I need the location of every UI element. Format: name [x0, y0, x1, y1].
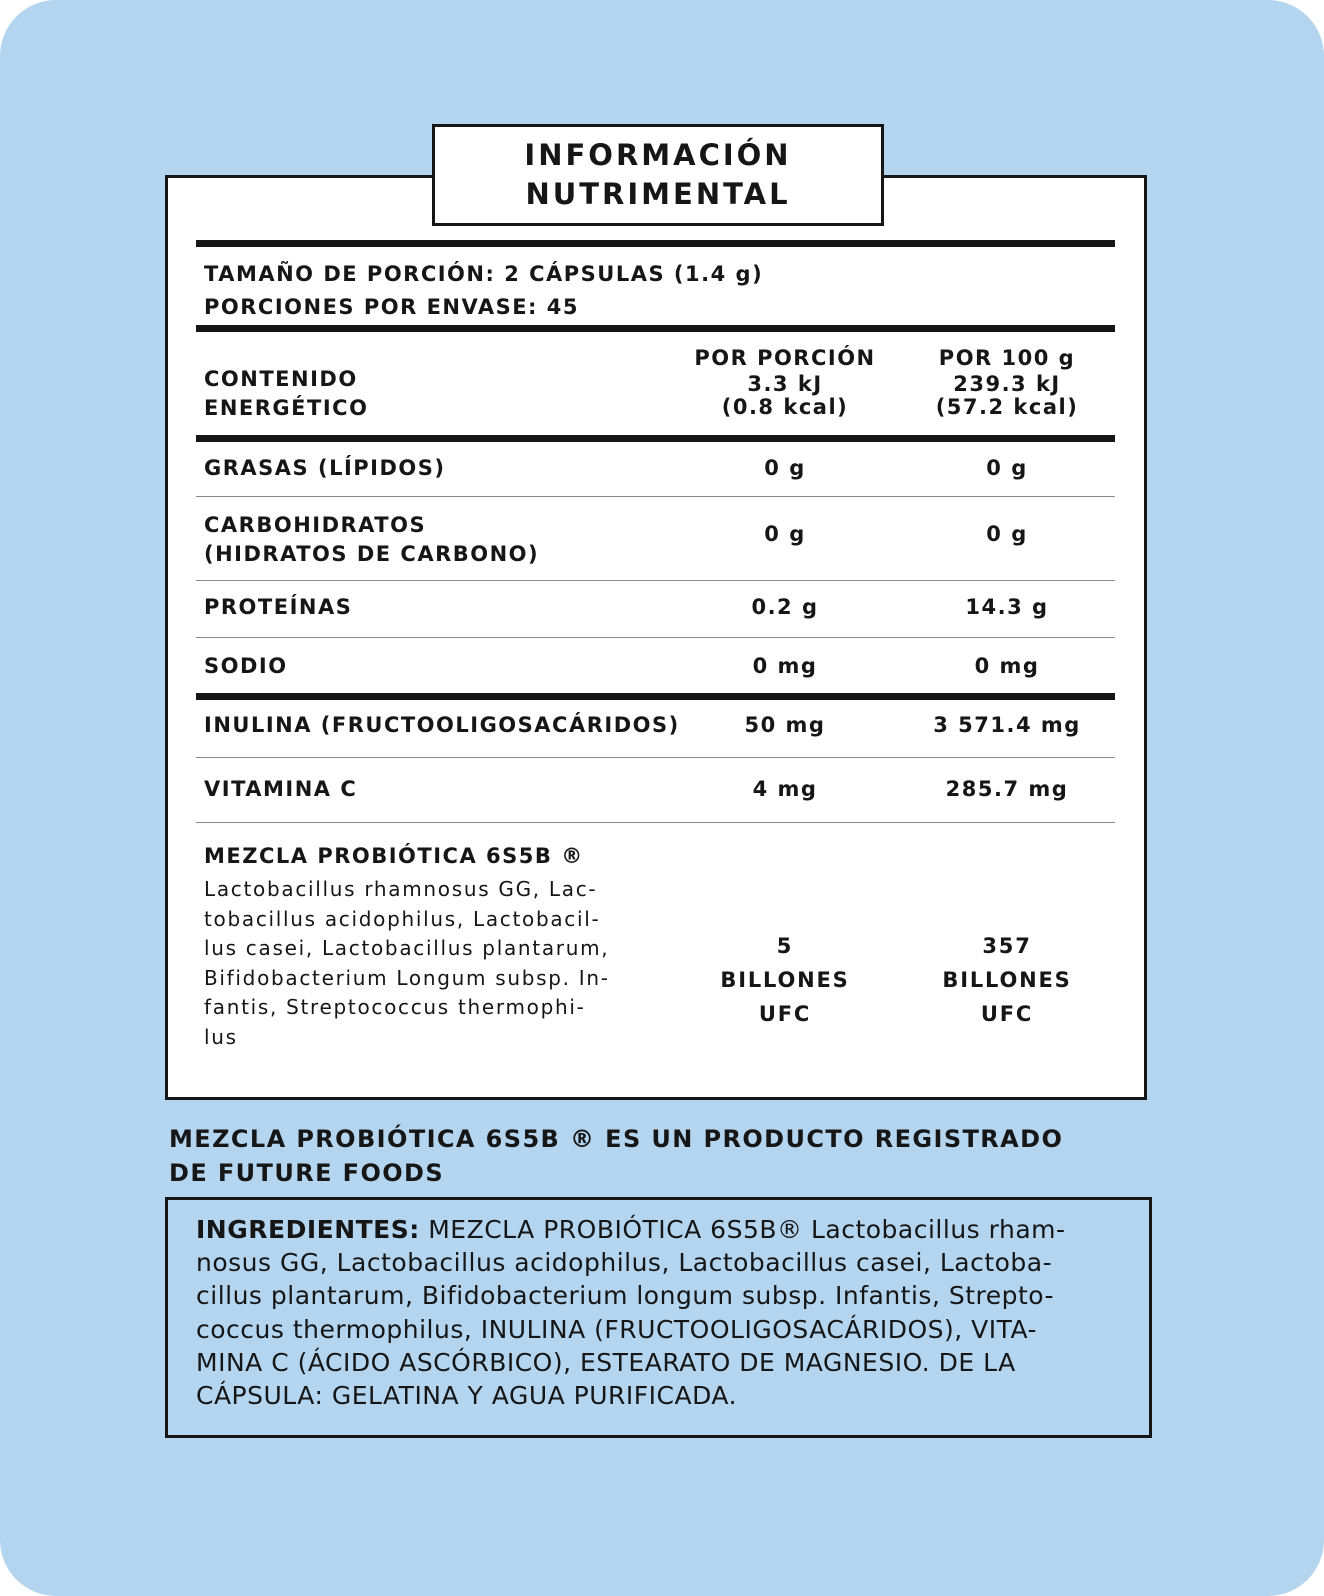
probiotic-label: MEZCLA PROBIÓTICA 6S5B ® — [204, 844, 584, 868]
strain-line: tobacillus acidophilus, Lactobacil- — [204, 906, 601, 931]
divider-thick — [196, 435, 1115, 442]
registered-note-line: MEZCLA PROBIÓTICA 6S5B ® ES UN PRODUCTO REGISTRADO — [169, 1125, 1064, 1153]
row-label — [204, 511, 539, 569]
strain-line: fantis, Streptococcus thermophi- — [204, 995, 586, 1019]
ingredients-line: MINA C (ÁCIDO ASCÓRBICO), ESTEARATO DE MAGNESIO. DE LA — [196, 1347, 1016, 1377]
strain-line: lus — [204, 1024, 238, 1049]
energy-kj: 239.3 kJ — [953, 372, 1061, 396]
title-line-1: INFORMACIÓN — [524, 138, 792, 172]
probiotic-count: 5 — [776, 934, 794, 958]
row-label: SODIO — [204, 654, 288, 678]
probiotic-per-100g — [897, 929, 1117, 1031]
energy-kj: 3.3 kJ — [747, 372, 823, 396]
row-per-100g: 14.3 g — [965, 595, 1049, 619]
ingredients-first-line: MEZCLA PROBIÓTICA 6S5B® Lactobacillus rham- — [419, 1215, 1066, 1244]
divider-thin — [196, 496, 1115, 497]
serving-info — [204, 258, 763, 324]
energy-kcal: (0.8 kcal) — [721, 395, 849, 419]
row-per-serving: 50 mg — [744, 713, 826, 737]
row-label: GRASAS (LÍPIDOS) — [204, 456, 446, 480]
row-label: PROTEÍNAS — [204, 595, 353, 619]
title-box — [432, 124, 884, 226]
ingredients-text — [196, 1213, 1066, 1412]
title-line-2: NUTRIMENTAL — [525, 177, 791, 211]
probiotic-unit: BILLONES — [942, 968, 1072, 992]
probiotic-unit: BILLONES — [720, 968, 850, 992]
ingredients-line — [196, 1213, 1066, 1246]
row-label: VITAMINA C — [204, 777, 358, 801]
probiotic-strains — [204, 875, 674, 1052]
divider-thin — [196, 637, 1115, 638]
row-per-serving: 0.2 g — [751, 595, 819, 619]
serving-size: TAMAÑO DE PORCIÓN: 2 CÁPSULAS (1.4 g) — [204, 262, 764, 286]
row-per-100g: 0 g — [986, 522, 1028, 546]
row-per-100g: 285.7 mg — [945, 777, 1069, 801]
registered-note — [169, 1122, 1063, 1190]
row-per-100g: 0 g — [986, 456, 1028, 480]
probiotic-unit: UFC — [758, 1002, 812, 1026]
energy-kcal: (57.2 kcal) — [935, 395, 1079, 419]
strain-line: Lactobacillus rhamnosus GG, Lac- — [204, 877, 598, 901]
energy-label — [204, 365, 368, 423]
divider-thin — [196, 757, 1115, 758]
header-per-serving: POR PORCIÓN — [694, 346, 876, 370]
row-label-line-1: CARBOHIDRATOS — [204, 513, 427, 537]
energy-per-100g — [897, 373, 1117, 419]
probiotic-count: 357 — [982, 934, 1032, 958]
divider-thick — [196, 325, 1115, 332]
divider-thick — [196, 693, 1115, 700]
row-per-100g: 0 mg — [974, 654, 1040, 678]
row-per-100g: 3 571.4 mg — [933, 713, 1081, 737]
row-per-serving: 4 mg — [752, 777, 818, 801]
header-per-100g: POR 100 g — [938, 346, 1076, 370]
registered-note-line: DE FUTURE FOODS — [169, 1159, 445, 1187]
strain-line: lus casei, Lactobacillus plantarum, — [204, 936, 610, 960]
divider-thin — [196, 822, 1115, 823]
row-per-serving: 0 g — [764, 522, 806, 546]
probiotic-unit: UFC — [980, 1002, 1034, 1026]
row-label-line-2: (HIDRATOS DE CARBONO) — [204, 542, 540, 566]
divider-thin — [196, 580, 1115, 581]
energy-per-serving — [675, 373, 895, 419]
ingredients-line: nosus GG, Lactobacillus acidophilus, Lactobacillus casei, Lactoba- — [196, 1248, 1053, 1278]
row-per-serving: 0 mg — [752, 654, 818, 678]
divider-thick — [196, 240, 1115, 247]
ingredients-line: cillus plantarum, Bifidobacterium longum subsp. Infantis, Strepto- — [196, 1281, 1055, 1311]
row-per-serving: 0 g — [764, 456, 806, 480]
energy-label-line-2: ENERGÉTICO — [204, 396, 369, 420]
ingredients-line: coccus thermophilus, INULINA (FRUCTOOLIGOSACÁRIDOS), VITA- — [196, 1314, 1038, 1344]
probiotic-per-serving — [675, 929, 895, 1031]
row-label: INULINA (FRUCTOOLIGOSACÁRIDOS) — [204, 713, 680, 737]
ingredients-heading: INGREDIENTES: — [196, 1215, 420, 1244]
ingredients-line: CÁPSULA: GELATINA Y AGUA PURIFICADA. — [196, 1381, 738, 1411]
energy-label-line-1: CONTENIDO — [204, 367, 358, 391]
strain-line: Bifidobacterium Longum subsp. In- — [204, 965, 610, 990]
servings-per-container: PORCIONES POR ENVASE: 45 — [204, 295, 579, 319]
